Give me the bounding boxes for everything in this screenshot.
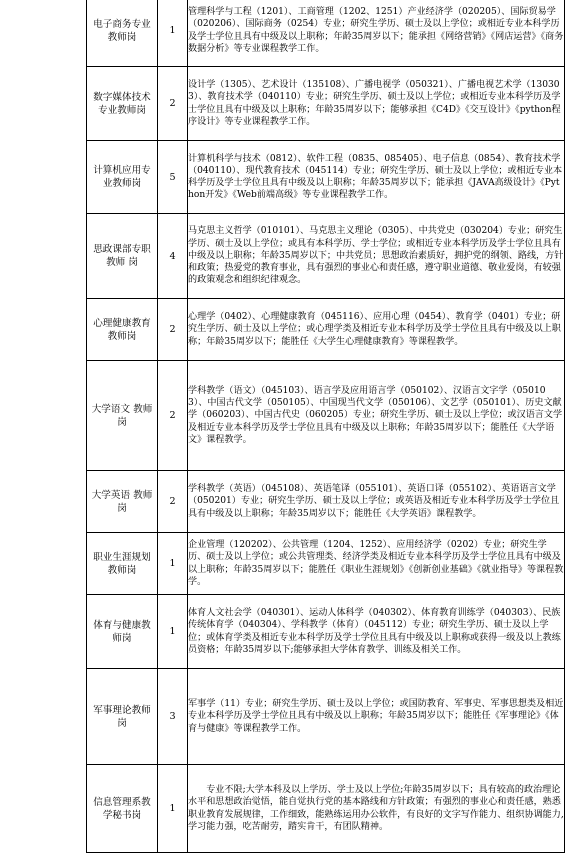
table-row: [87, 299, 565, 361]
position-count: 2: [158, 361, 188, 471]
position-requirement: 体育人文社会学（040301）、运动人体科学（040302）、体育教育训练学（040303）、民族传统体育学（040304）、学科教学（体育）（045112）专业；研究生学历、硕士及以上学位；或体育学类及相近专业本科学历及学士学位且具有中级及以上职称或获得一级及以上教练员资格；年龄35周岁以下;能够承担大学体育教学、训练及相关工作。: [188, 595, 565, 669]
position-name: 大学语文 教师岗: [87, 361, 158, 471]
table-row: [87, 67, 565, 141]
recruitment-table: [86, 0, 565, 853]
position-count: 2: [158, 471, 188, 533]
position-count: 1: [158, 533, 188, 595]
position-name: 体育与健康教 师岗: [87, 595, 158, 669]
position-name: 军事理论教师 岗: [87, 669, 158, 765]
table-row: [87, 0, 565, 67]
position-name: 计算机应用专 业教师岗: [87, 141, 158, 214]
position-requirement: 计算机科学与技术（0812）、软件工程（0835、085405）、电子信息（0854）、教育技术学（040110）、现代教育技术（045114）专业；研究生学历、硕士及以上学位；或相近专业本科学历及学士学位且具有中级及以上职称；年龄35周岁以下；能承担《JAVA高级设计》《Python开发》《Web前端高级》等专业课程教学工作。: [188, 141, 565, 214]
position-count: 1: [158, 595, 188, 669]
position-requirement: 管理科学与工程（1201）、工商管理（1202、1251）产业经济学（020205）、国际贸易学（020206）、国际商务（0254）专业；研究生学历、硕士及以上学位；或相近专业本科学历及学士学位且具有中级及以上职称；年龄35周岁以下；能承担《网络营销》《网店运营》《商务数据分析》等专业课程教学工作。: [188, 0, 565, 67]
table-row: [87, 595, 565, 669]
position-count: 1: [158, 765, 188, 853]
table-row: [87, 214, 565, 299]
position-name: 电子商务专业 教师岗: [87, 0, 158, 67]
position-requirement: 学科教学（语文）（045103）、语言学及应用语言学（050102）、汉语言文字学（050103）、中国古代文学（050105）、中国现当代文学（050106）、文艺学（050101）、历史文献学（060203）、中国古代史（060205）专业；研究生学历、硕士及以上学位；或汉语言文学及相近专业本科学历及学士学位且具有中级及以上职称；年龄35周岁以下；能胜任《大学语文》课程教学。: [188, 361, 565, 471]
table-row: [87, 765, 565, 853]
table-row: [87, 471, 565, 533]
position-count: 1: [158, 0, 188, 67]
position-requirement: 专业不限;大学本科及以上学历、学士及以上学位;年龄35周岁以下；具有较高的政治理论水平和思想政治觉悟，能自觉执行党的基本路线和方针政策；有强烈的事业心和责任感，熟悉职业教育发展规律，工作细致，能熟练运用办公软件，有良好的文字写作能力、组织协调能力,学习能力强，吃苦耐劳，踏实肯干，有团队精神。: [188, 765, 565, 853]
position-requirement: 马克思主义哲学（010101）、马克思主义理论（0305）、中共党史（030204）专业；研究生学历、硕士及以上学位；或具有本科学历、学士学位；或相近专业本科学历及学士学位且具有中级及以上职称；年龄35周岁以下；中共党员；思想政治素质好，拥护党的纲领、路线，方针和政策；热爱党的教育事业，具有强烈的事业心和责任感，遵守职业道德、敬业爱岗，有较强的政策观念和组织纪律观念。: [188, 214, 565, 299]
table-row: [87, 533, 565, 595]
position-requirement: 心理学（0402）、心理健康教育（045116）、应用心理（0454）、教育学（0401）专业；研究生学历、硕士及以上学位；或心理学类及相近专业本科学历及学士学位且具有中级及以上职称；年龄35周岁以下；能胜任《大学生心理健康教育》等课程教学。: [188, 299, 565, 361]
position-requirement: 学科教学（英语）（045108）、英语笔译（055101）、英语口译（055102）、英语语言文学（050201）专业；研究生学历、硕士及以上学位；或英语及相近专业本科学历及学士学位且具有中级及以上职称；年龄35周岁以下；能胜任《大学英语》课程教学。: [188, 471, 565, 533]
position-requirement: 企业管理（120202）、公共管理（1204、1252）、应用经济学（0202）专业；研究生学历、硕士及以上学位；或公共管理类、经济学类及相近专业本科学历及学士学位且具有中级及以上职称；年龄35周岁以下；能胜任《职业生涯规划》《创新创业基础》《就业指导》等课程教学。: [188, 533, 565, 595]
position-count: 4: [158, 214, 188, 299]
position-count: 2: [158, 67, 188, 141]
table-row: [87, 669, 565, 765]
position-name: 大学英语 教师岗: [87, 471, 158, 533]
table-row: [87, 141, 565, 214]
table-row: [87, 361, 565, 471]
position-count: 5: [158, 141, 188, 214]
position-name: 信息管理系教 学秘书岗: [87, 765, 158, 853]
position-requirement: 设计学（1305）、艺术设计（135108）、广播电视学（050321）、广播电视艺术学（130303）、教育技术学（040110）专业；研究生学历、硕士及以上学位；或相近专业本科学历及学士学位且具有中级及以上职称；年龄35周岁以下；能够承担《C4D》《交互设计》《python程序设计》等专业课程教学工作。: [188, 67, 565, 141]
position-name: 心理健康教育 教师岗: [87, 299, 158, 361]
position-requirement: 军事学（11）专业；研究生学历、硕士及以上学位；或国防教育、军事史、军事思想类及相近专业本科学历及学士学位且具有中级及以上职称；年龄35周岁以下；能胜任《军事理论》《体育与健康》等课程教学工作。: [188, 669, 565, 765]
position-count: 2: [158, 299, 188, 361]
position-name: 数字媒体技术 专业教师岗: [87, 67, 158, 141]
position-name: 职业生涯规划 教师岗: [87, 533, 158, 595]
position-count: 3: [158, 669, 188, 765]
position-name: 思政课部专职 教师 岗: [87, 214, 158, 299]
